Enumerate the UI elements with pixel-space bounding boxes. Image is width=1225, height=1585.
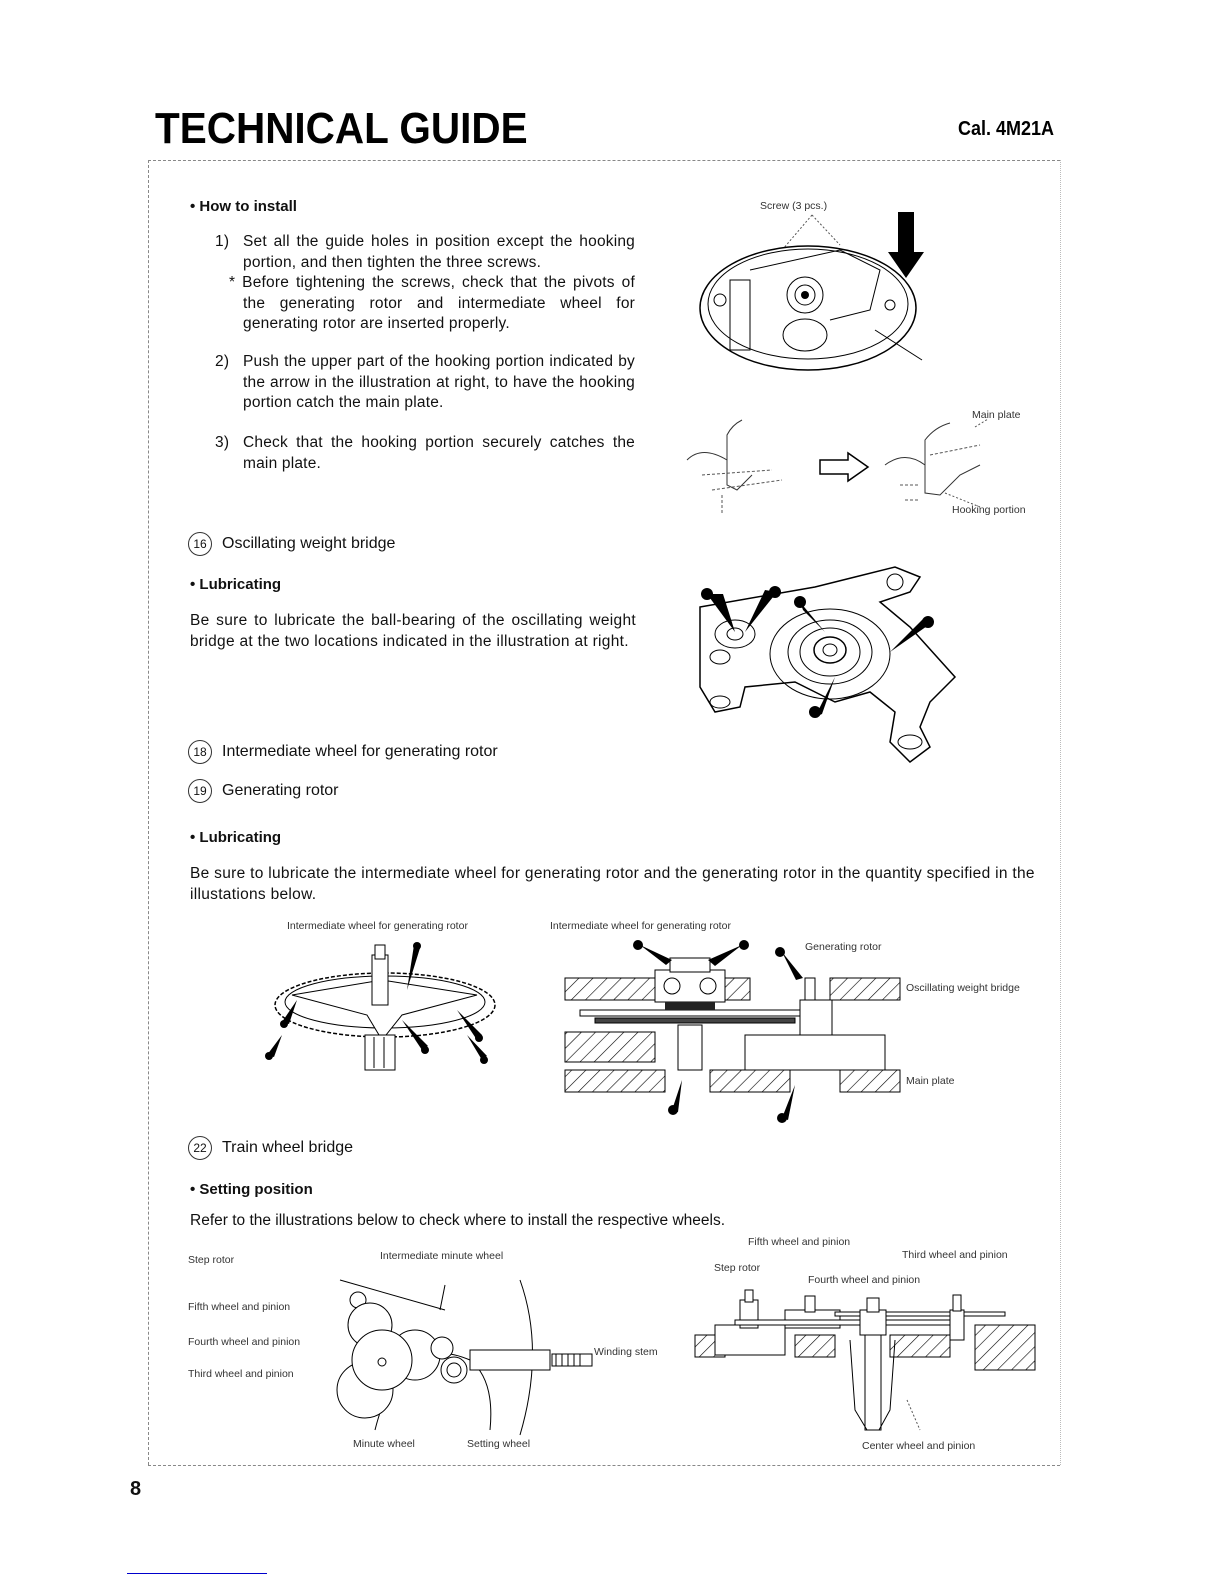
lubricating-text-1: Be sure to lubricate the ball-bearing of the oscillating weight bridge at the two locations indicated in the illustration at right. [190, 612, 636, 650]
lubricating-heading-1: • Lubricating [190, 576, 282, 593]
step-rotor-label: Step rotor [188, 1254, 235, 1266]
third-wheel-label-right: Third wheel and pinion [902, 1249, 1008, 1261]
page-number: 8 [130, 1478, 142, 1500]
step-number: 3) [215, 434, 230, 451]
oscillating-weight-bridge-illustration [685, 562, 965, 767]
frame-border-right [1060, 160, 1061, 1465]
hooking-portion-label: Hooking portion [952, 504, 1026, 516]
setting-position-heading: • Setting position [190, 1181, 313, 1198]
part-number-badge: 19 [188, 779, 212, 803]
hooking-before-illustration [682, 415, 792, 525]
left-figure-caption: Intermediate wheel for generating rotor [287, 920, 468, 932]
train-wheel-cross-section [695, 1290, 1040, 1440]
fourth-wheel-label-left: Fourth wheel and pinion [188, 1336, 301, 1348]
part-16-title [188, 532, 395, 556]
install-step-2 [215, 352, 635, 414]
part-name: Intermediate wheel for generating rotor [222, 743, 498, 760]
right-figure-caption: Intermediate wheel for generating rotor [550, 920, 731, 932]
install-step-3 [215, 433, 635, 474]
part-number-badge: 22 [188, 1136, 212, 1160]
part-number-badge: 16 [188, 532, 212, 556]
part-name: Train wheel bridge [222, 1139, 354, 1156]
right-arrow-icon [818, 452, 870, 482]
winding-stem-label: Winding stem [594, 1346, 658, 1358]
frame-border-left [148, 160, 149, 1465]
generating-rotor-label: Generating rotor [805, 941, 882, 953]
push-arrow-icon [888, 212, 924, 280]
main-plate-label: Main plate [972, 409, 1021, 421]
intermediate-wheel-illustration [262, 940, 512, 1075]
setting-position-text: Refer to the illustrations below to check where to install the respective wheels. [190, 1212, 726, 1229]
fifth-wheel-label-left: Fifth wheel and pinion [188, 1301, 291, 1313]
fourth-wheel-label-right: Fourth wheel and pinion [808, 1274, 921, 1286]
step-text: Set all the guide holes in position except the hooking portion, and then tighten the three screws. [243, 233, 635, 271]
center-wheel-label: Center wheel and pinion [862, 1440, 976, 1452]
frame-border-top [148, 160, 1060, 161]
part-name: Oscillating weight bridge [222, 535, 396, 552]
setting-wheel-label: Setting wheel [467, 1438, 531, 1450]
frame-border-bottom [148, 1465, 1060, 1466]
train-wheel-top-view [320, 1270, 595, 1440]
install-step-1 [215, 232, 635, 335]
fifth-wheel-label-right: Fifth wheel and pinion [748, 1236, 851, 1248]
step-number: 1) [215, 233, 230, 250]
screw-label: Screw (3 pcs.) [760, 200, 828, 212]
generating-rotor-cross-section [560, 940, 905, 1120]
how-to-install-heading: • How to install [190, 198, 297, 215]
step-text: Push the upper part of the hooking portion indicated by the arrow in the illustration at right, to have the hooking portion catch the main plate. [243, 353, 635, 411]
main-plate-label-2: Main plate [906, 1075, 955, 1087]
caliber-label: Cal. 4M21A [958, 118, 1055, 140]
part-name: Generating rotor [222, 782, 339, 799]
part-18-title [188, 740, 498, 764]
lubricating-heading-2: • Lubricating [190, 829, 282, 846]
intermediate-minute-wheel-label: Intermediate minute wheel [380, 1250, 504, 1262]
part-22-title [188, 1136, 353, 1160]
footnote-separator [127, 1573, 267, 1574]
oscillating-weight-bridge-label: Oscillating weight bridge [906, 982, 1020, 994]
part-19-title [188, 779, 339, 803]
page-title: TECHNICAL GUIDE [155, 104, 528, 153]
lubricating-text-2: Be sure to lubricate the intermediate wheel for generating rotor and the generating rotor in the quantity specified in the illustations below. [190, 865, 1035, 903]
step-number: 2) [215, 353, 230, 370]
third-wheel-label-left: Third wheel and pinion [188, 1368, 294, 1380]
step-note: * Before tightening the screws, check that the pivots of the generating rotor and intermediate wheel for generating rotor are inserted properly. [229, 274, 635, 332]
minute-wheel-label: Minute wheel [353, 1438, 415, 1450]
part-number-badge: 18 [188, 740, 212, 764]
step-rotor-label-right: Step rotor [714, 1262, 761, 1274]
step-text: Check that the hooking portion securely catches the main plate. [243, 434, 635, 472]
